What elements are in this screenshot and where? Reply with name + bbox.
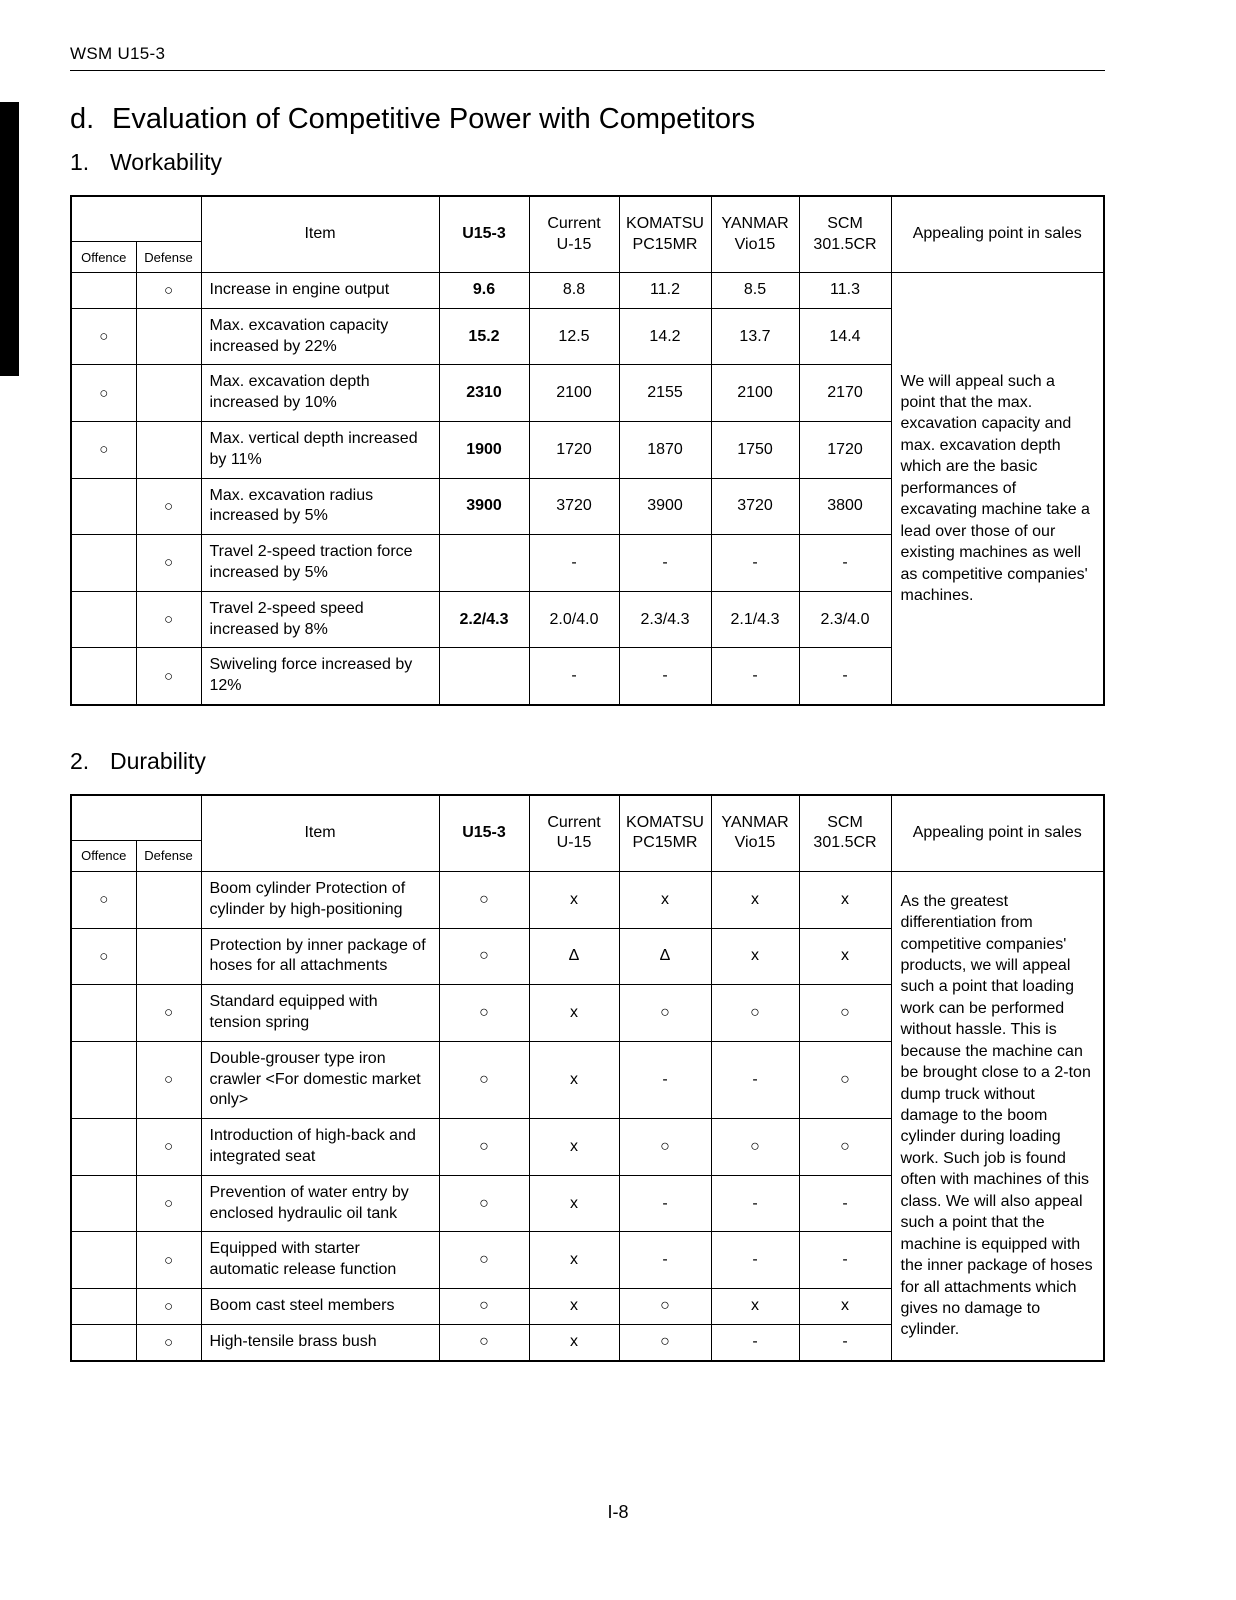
item-cell: Max. excavation capacity increased by 22% <box>201 308 439 365</box>
value-cell-komatsu: 11.2 <box>619 273 711 309</box>
value-cell-komatsu: ○ <box>619 1288 711 1324</box>
value-cell-current-u15: x <box>529 1288 619 1324</box>
column-header-yanmar <box>711 795 799 872</box>
defense-mark-cell <box>136 421 201 478</box>
defense-mark-cell <box>136 928 201 985</box>
value-cell-current-u15: x <box>529 1041 619 1118</box>
item-cell: Boom cast steel members <box>201 1288 439 1324</box>
column-header-text: SCM <box>827 813 863 831</box>
page-title <box>70 103 1105 136</box>
defense-mark-cell: ○ <box>136 1324 201 1360</box>
defense-mark-cell: ○ <box>136 1175 201 1232</box>
defense-mark-cell: ○ <box>136 273 201 309</box>
value-cell-scm: 3800 <box>799 478 891 535</box>
defense-header: Defense <box>136 242 201 273</box>
offence-mark-cell <box>71 1041 136 1118</box>
value-cell-komatsu: 14.2 <box>619 308 711 365</box>
offence-mark-cell: ○ <box>71 308 136 365</box>
value-cell-scm: - <box>799 1232 891 1289</box>
section-heading-workability <box>70 149 1105 176</box>
value-cell-u15-3 <box>439 535 529 592</box>
value-cell-komatsu: - <box>619 648 711 705</box>
item-cell: Double-grouser type iron crawler <For domestic market only> <box>201 1041 439 1118</box>
column-header-u15-3 <box>439 795 529 872</box>
value-cell-scm: x <box>799 871 891 928</box>
value-cell-komatsu: 1870 <box>619 421 711 478</box>
value-cell-current-u15: Δ <box>529 928 619 985</box>
value-cell-yanmar: ○ <box>711 1119 799 1176</box>
value-cell-u15-3: ○ <box>439 1324 529 1360</box>
column-header-text: KOMATSU <box>626 214 704 232</box>
defense-mark-cell <box>136 871 201 928</box>
section-label: Durability <box>110 747 206 774</box>
value-cell-scm: - <box>799 1175 891 1232</box>
value-cell-u15-3 <box>439 648 529 705</box>
item-cell: Increase in engine output <box>201 273 439 309</box>
column-header-text: SCM <box>827 214 863 232</box>
value-cell-scm: x <box>799 928 891 985</box>
column-header-u15-3 <box>439 196 529 273</box>
defense-mark-cell: ○ <box>136 1232 201 1289</box>
column-header-text: KOMATSU <box>626 813 704 831</box>
item-cell: Equipped with starter automatic release function <box>201 1232 439 1289</box>
value-cell-scm: 2.3/4.0 <box>799 591 891 648</box>
offence-mark-cell <box>71 1324 136 1360</box>
column-header-scm <box>799 795 891 872</box>
page-title-text: Evaluation of Competitive Power with Competitors <box>112 103 756 135</box>
value-cell-u15-3: ○ <box>439 985 529 1042</box>
column-header-current-u15 <box>529 795 619 872</box>
item-cell: Standard equipped with tension spring <box>201 985 439 1042</box>
item-column-header: Item <box>201 795 439 872</box>
value-cell-yanmar: 3720 <box>711 478 799 535</box>
durability-table <box>70 794 1105 1362</box>
value-cell-current-u15: x <box>529 871 619 928</box>
value-cell-current-u15: 3720 <box>529 478 619 535</box>
defense-mark-cell: ○ <box>136 1288 201 1324</box>
value-cell-yanmar: 13.7 <box>711 308 799 365</box>
value-cell-yanmar: - <box>711 1175 799 1232</box>
offence-mark-cell <box>71 591 136 648</box>
value-cell-u15-3: 1900 <box>439 421 529 478</box>
document-header: WSM U15-3 <box>70 44 1105 71</box>
offence-header: Offence <box>71 840 136 871</box>
column-header-text: YANMAR <box>721 813 789 831</box>
column-header-text: PC15MR <box>632 235 698 253</box>
column-header-text: 301.5CR <box>813 235 877 253</box>
value-cell-scm: - <box>799 648 891 705</box>
value-cell-komatsu: - <box>619 1175 711 1232</box>
value-cell-scm: ○ <box>799 985 891 1042</box>
value-cell-yanmar: 2.1/4.3 <box>711 591 799 648</box>
offence-mark-cell <box>71 1288 136 1324</box>
value-cell-scm: x <box>799 1288 891 1324</box>
value-cell-scm: - <box>799 535 891 592</box>
offence-mark-cell <box>71 1175 136 1232</box>
column-header-text: Current <box>547 813 601 831</box>
corner-cell <box>71 795 201 841</box>
value-cell-yanmar: x <box>711 928 799 985</box>
value-cell-current-u15: x <box>529 1175 619 1232</box>
item-cell: Boom cylinder Protection of cylinder by high-positioning <box>201 871 439 928</box>
section-number: 2. <box>70 747 90 774</box>
item-cell: Max. excavation radius increased by 5% <box>201 478 439 535</box>
section-number: 1. <box>70 149 90 175</box>
column-header-current-u15 <box>529 196 619 273</box>
value-cell-current-u15: x <box>529 1324 619 1360</box>
offence-mark-cell <box>71 535 136 592</box>
value-cell-current-u15: x <box>529 985 619 1042</box>
column-header-komatsu <box>619 196 711 273</box>
offence-mark-cell <box>71 648 136 705</box>
defense-mark-cell: ○ <box>136 478 201 535</box>
value-cell-yanmar: x <box>711 1288 799 1324</box>
column-header-text: U15-3 <box>462 225 506 243</box>
value-cell-yanmar: - <box>711 535 799 592</box>
offence-mark-cell: ○ <box>71 421 136 478</box>
defense-header: Defense <box>136 840 201 871</box>
column-header-text: 301.5CR <box>813 834 877 852</box>
value-cell-scm: - <box>799 1324 891 1360</box>
value-cell-u15-3: ○ <box>439 871 529 928</box>
value-cell-yanmar: 2100 <box>711 365 799 422</box>
appealing-point-cell: As the greatest differentiation from competitive companies' products, we will appeal such a point that loading work can be performed without hassle. This is because the machine can be brought close to a 2-ton dump truck without damage to the boom cylinder during loading work. Such job is found often with machines of this class. We will also appeal such a point that the machine is equipped with the inner package of hoses for all attachments which gives no damage to cylinder. <box>891 871 1104 1360</box>
value-cell-komatsu: ○ <box>619 985 711 1042</box>
value-cell-yanmar: 8.5 <box>711 273 799 309</box>
defense-mark-cell: ○ <box>136 591 201 648</box>
defense-mark-cell <box>136 308 201 365</box>
section-heading-durability <box>70 748 1105 775</box>
corner-cell <box>71 196 201 242</box>
item-column-header: Item <box>201 196 439 273</box>
offence-mark-cell: ○ <box>71 928 136 985</box>
value-cell-current-u15: x <box>529 1232 619 1289</box>
value-cell-u15-3: 9.6 <box>439 273 529 309</box>
value-cell-u15-3: 2.2/4.3 <box>439 591 529 648</box>
defense-mark-cell: ○ <box>136 985 201 1042</box>
offence-mark-cell <box>71 1119 136 1176</box>
column-header-komatsu <box>619 795 711 872</box>
item-cell: Travel 2-speed speed increased by 8% <box>201 591 439 648</box>
column-header-text: Vio15 <box>734 235 776 253</box>
appealing-point-header: Appealing point in sales <box>891 196 1104 273</box>
item-cell: Prevention of water entry by enclosed hydraulic oil tank <box>201 1175 439 1232</box>
defense-mark-cell: ○ <box>136 648 201 705</box>
appealing-point-header: Appealing point in sales <box>891 795 1104 872</box>
value-cell-scm: 2170 <box>799 365 891 422</box>
defense-mark-cell: ○ <box>136 1119 201 1176</box>
item-cell: Swiveling force increased by 12% <box>201 648 439 705</box>
value-cell-komatsu: Δ <box>619 928 711 985</box>
value-cell-u15-3: 3900 <box>439 478 529 535</box>
value-cell-komatsu: ○ <box>619 1119 711 1176</box>
value-cell-u15-3: 2310 <box>439 365 529 422</box>
value-cell-scm: 11.3 <box>799 273 891 309</box>
value-cell-u15-3: ○ <box>439 1041 529 1118</box>
column-header-text: PC15MR <box>632 834 698 852</box>
value-cell-scm: 14.4 <box>799 308 891 365</box>
value-cell-komatsu: - <box>619 1041 711 1118</box>
value-cell-u15-3: ○ <box>439 1288 529 1324</box>
value-cell-komatsu: ○ <box>619 1324 711 1360</box>
value-cell-yanmar: - <box>711 1324 799 1360</box>
defense-mark-cell: ○ <box>136 1041 201 1118</box>
column-header-text: U15-3 <box>462 824 506 842</box>
column-header-scm <box>799 196 891 273</box>
offence-mark-cell <box>71 985 136 1042</box>
value-cell-komatsu: 3900 <box>619 478 711 535</box>
value-cell-komatsu: 2.3/4.3 <box>619 591 711 648</box>
table-header-row <box>71 196 1104 273</box>
value-cell-yanmar: x <box>711 871 799 928</box>
value-cell-komatsu: - <box>619 535 711 592</box>
value-cell-yanmar: 1750 <box>711 421 799 478</box>
item-cell: Max. excavation depth increased by 10% <box>201 365 439 422</box>
value-cell-yanmar: - <box>711 1041 799 1118</box>
item-cell: Travel 2-speed traction force increased by 5% <box>201 535 439 592</box>
offence-mark-cell <box>71 1232 136 1289</box>
value-cell-scm: ○ <box>799 1041 891 1118</box>
value-cell-yanmar: - <box>711 648 799 705</box>
value-cell-u15-3: ○ <box>439 928 529 985</box>
workability-table <box>70 195 1105 706</box>
column-header-yanmar <box>711 196 799 273</box>
table-row <box>71 273 1104 309</box>
value-cell-current-u15: - <box>529 648 619 705</box>
defense-mark-cell <box>136 365 201 422</box>
value-cell-current-u15: 8.8 <box>529 273 619 309</box>
section-label: Workability <box>110 149 223 175</box>
value-cell-u15-3: ○ <box>439 1119 529 1176</box>
table-header-row <box>71 795 1104 872</box>
item-cell: High-tensile brass bush <box>201 1324 439 1360</box>
column-header-text: U-15 <box>556 235 592 253</box>
value-cell-current-u15: 1720 <box>529 421 619 478</box>
value-cell-current-u15: x <box>529 1119 619 1176</box>
value-cell-komatsu: - <box>619 1232 711 1289</box>
value-cell-current-u15: 2.0/4.0 <box>529 591 619 648</box>
defense-mark-cell: ○ <box>136 535 201 592</box>
offence-mark-cell <box>71 478 136 535</box>
column-header-text: YANMAR <box>721 214 789 232</box>
table-row <box>71 871 1104 928</box>
offence-mark-cell: ○ <box>71 871 136 928</box>
offence-mark-cell: ○ <box>71 365 136 422</box>
offence-mark-cell <box>71 273 136 309</box>
column-header-text: U-15 <box>556 834 592 852</box>
page-title-number: d. <box>70 103 95 135</box>
value-cell-scm: ○ <box>799 1119 891 1176</box>
item-cell: Max. vertical depth increased by 11% <box>201 421 439 478</box>
value-cell-current-u15: 12.5 <box>529 308 619 365</box>
column-header-text: Vio15 <box>734 834 776 852</box>
value-cell-current-u15: 2100 <box>529 365 619 422</box>
item-cell: Introduction of high-back and integrated seat <box>201 1119 439 1176</box>
page-number: I-8 <box>607 1502 629 1522</box>
appealing-point-cell: We will appeal such a point that the max. excavation capacity and max. excavation depth which are the basic performances of excavating machine take a lead over those of our existing machines as well as competitive companies' machines. <box>891 273 1104 705</box>
value-cell-komatsu: 2155 <box>619 365 711 422</box>
value-cell-u15-3: 15.2 <box>439 308 529 365</box>
value-cell-current-u15: - <box>529 535 619 592</box>
value-cell-u15-3: ○ <box>439 1175 529 1232</box>
value-cell-scm: 1720 <box>799 421 891 478</box>
value-cell-komatsu: x <box>619 871 711 928</box>
value-cell-yanmar: ○ <box>711 985 799 1042</box>
section-tab-marker <box>0 102 19 376</box>
value-cell-u15-3: ○ <box>439 1232 529 1289</box>
item-cell: Protection by inner package of hoses for all attachments <box>201 928 439 985</box>
column-header-text: Current <box>547 214 601 232</box>
offence-header: Offence <box>71 242 136 273</box>
value-cell-yanmar: - <box>711 1232 799 1289</box>
